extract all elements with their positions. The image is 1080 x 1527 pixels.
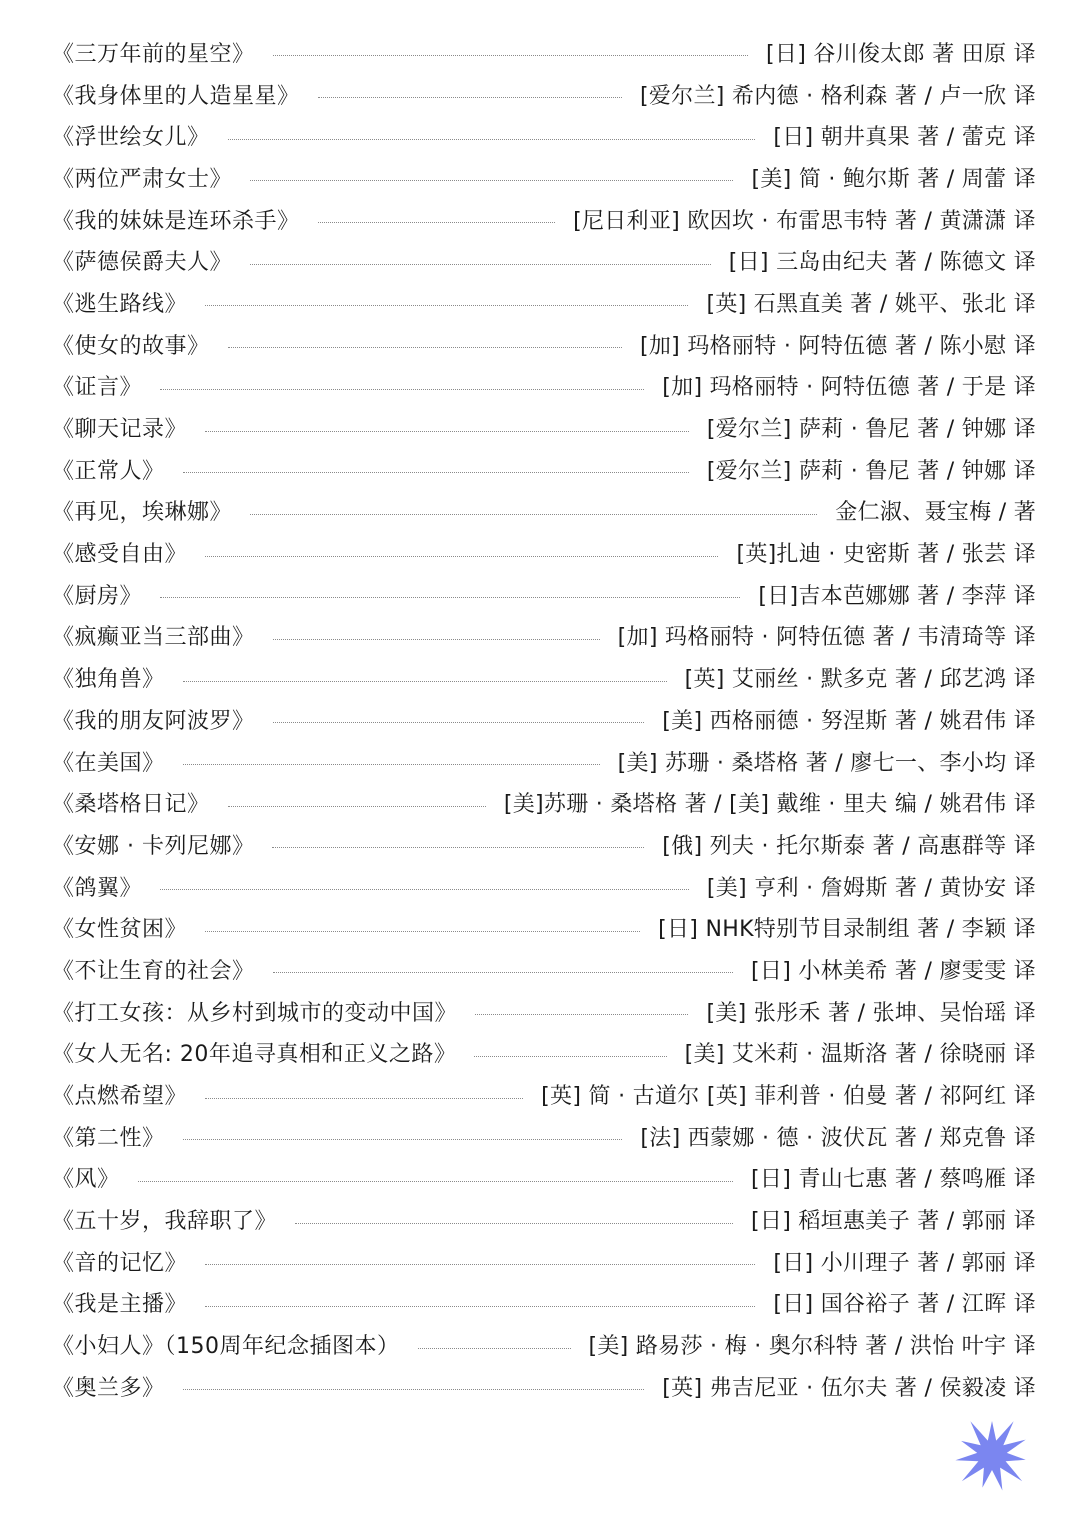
book-title: 《聊天记录》 [52, 417, 188, 443]
book-title: 《证言》 [52, 375, 143, 401]
dotted-leader [160, 889, 689, 890]
dotted-leader [273, 639, 600, 640]
book-title: 《厨房》 [52, 583, 143, 609]
book-entry [52, 1243, 1036, 1285]
dotted-leader [205, 1098, 523, 1099]
book-title: 《五十岁，我辞职了》 [52, 1209, 278, 1235]
book-title: 《打工女孩：从乡村到城市的变动中国》 [52, 1000, 458, 1026]
book-credit: [俄] 列夫 · 托尔斯泰 著 / 高惠群等 译 [662, 833, 1036, 859]
book-entry [52, 326, 1036, 368]
book-title: 《正常人》 [52, 458, 165, 484]
book-credit: [美] 西格丽德 · 努涅斯 著 / 姚君伟 译 [662, 708, 1036, 734]
book-entry [52, 201, 1036, 243]
book-entry [52, 993, 1036, 1035]
book-credit: [美]苏珊 · 桑塔格 著 / [美] 戴维 · 里夫 编 / 姚君伟 译 [503, 792, 1036, 818]
dotted-leader [228, 347, 622, 348]
book-credit: [日] 朝井真果 著 / 蕾克 译 [773, 125, 1036, 151]
book-entry [52, 159, 1036, 201]
dotted-leader [228, 139, 756, 140]
book-title: 《我的妹妹是连环杀手》 [52, 208, 300, 234]
book-title: 《浮世绘女儿》 [52, 125, 210, 151]
dotted-leader [250, 514, 817, 515]
dotted-leader [183, 764, 600, 765]
book-title: 《再见，埃琳娜》 [52, 500, 233, 526]
book-title: 《安娜 · 卡列尼娜》 [52, 833, 255, 859]
dotted-leader [138, 1181, 734, 1182]
book-credit: [加] 玛格丽特 · 阿特伍德 著 / 韦清琦等 译 [617, 625, 1036, 651]
book-entry [52, 117, 1036, 159]
book-entry [52, 76, 1036, 118]
book-credit: [日] 小川理子 著 / 郭丽 译 [773, 1250, 1036, 1276]
book-credit: [日] 三岛由纪夫 著 / 陈德文 译 [728, 250, 1036, 276]
book-title: 《感受自由》 [52, 542, 188, 568]
book-credit: [法] 西蒙娜 · 德 · 波伏瓦 著 / 郑克鲁 译 [640, 1125, 1036, 1151]
book-credit: [英] 石黑直美 著 / 姚平、张北 译 [706, 291, 1036, 317]
book-credit: [日] 小林美希 著 / 廖雯雯 译 [751, 958, 1036, 984]
book-title: 《在美国》 [52, 750, 165, 776]
book-credit: [美] 亨利 · 詹姆斯 著 / 黄协安 译 [706, 875, 1036, 901]
book-credit: [英] 简 · 古道尔 [英] 菲利普 · 伯曼 著 / 祁阿红 译 [541, 1084, 1036, 1110]
dotted-leader [160, 597, 740, 598]
book-title: 《鸽翼》 [52, 875, 143, 901]
book-entry [52, 1285, 1036, 1327]
book-title: 《女人无名: 20年追寻真相和正义之路》 [52, 1042, 457, 1068]
book-title: 《疯癫亚当三部曲》 [52, 625, 255, 651]
book-credit: [爱尔兰] 萨莉 · 鲁尼 著 / 钟娜 译 [706, 458, 1036, 484]
book-title: 《两位严肃女士》 [52, 166, 233, 192]
book-credit: [日] 国谷裕子 著 / 江晖 译 [773, 1292, 1036, 1318]
dotted-leader [475, 1014, 688, 1015]
book-credit: [爱尔兰] 希内德 · 格利森 著 / 卢一欣 译 [639, 83, 1036, 109]
book-title: 《不让生育的社会》 [52, 958, 255, 984]
dotted-leader [318, 97, 622, 98]
dotted-leader [273, 55, 749, 56]
dotted-leader [318, 222, 556, 223]
book-entry [52, 409, 1036, 451]
book-title: 《萨德侯爵夫人》 [52, 250, 233, 276]
book-entry [52, 451, 1036, 493]
book-entry [52, 368, 1036, 410]
book-credit: [日] 谷川俊太郎 著 田原 译 [766, 41, 1036, 67]
book-title: 《逃生路线》 [52, 291, 188, 317]
book-entry [52, 1201, 1036, 1243]
book-title: 《使女的故事》 [52, 333, 210, 359]
book-entry [52, 868, 1036, 910]
book-entry [52, 826, 1036, 868]
book-credit: 金仁淑、聂宝梅 / 著 [835, 500, 1036, 526]
book-credit: [英] 弗吉尼亚 · 伍尔夫 著 / 侯毅凌 译 [662, 1375, 1036, 1401]
book-entry [52, 1118, 1036, 1160]
dotted-leader [160, 389, 644, 390]
book-list [52, 34, 1036, 1410]
starburst-icon [950, 1413, 1034, 1497]
book-entry [52, 659, 1036, 701]
dotted-leader [183, 472, 689, 473]
book-credit: [日]吉本芭娜娜 著 / 李萍 译 [758, 583, 1036, 609]
book-credit: [日] NHK特别节目录制组 著 / 李颖 译 [658, 917, 1036, 943]
dotted-leader [205, 305, 688, 306]
dotted-leader [273, 972, 734, 973]
book-entry [52, 242, 1036, 284]
dotted-leader [418, 1348, 571, 1349]
dotted-leader [205, 931, 640, 932]
book-entry [52, 743, 1036, 785]
book-entry [52, 1326, 1036, 1368]
book-credit: [美] 艾米莉 · 温斯洛 著 / 徐晓丽 译 [684, 1042, 1036, 1068]
book-title: 《音的记忆》 [52, 1250, 188, 1276]
book-entry [52, 1076, 1036, 1118]
book-entry [52, 493, 1036, 535]
book-entry [52, 951, 1036, 993]
book-credit: [英]扎迪 · 史密斯 著 / 张芸 译 [736, 542, 1036, 568]
dotted-leader [205, 1264, 755, 1265]
dotted-leader [474, 1056, 666, 1057]
dotted-leader [273, 722, 645, 723]
book-credit: [加] 玛格丽特 · 阿特伍德 著 / 陈小慰 译 [639, 333, 1036, 359]
dotted-leader [183, 1139, 623, 1140]
book-title: 《我是主播》 [52, 1292, 188, 1318]
book-title: 《女性贫困》 [52, 917, 188, 943]
book-title: 《三万年前的星空》 [52, 41, 255, 67]
book-credit: [日] 稻垣惠美子 著 / 郭丽 译 [751, 1209, 1036, 1235]
dotted-leader [228, 806, 486, 807]
book-credit: [美] 简 · 鲍尔斯 著 / 周蕾 译 [751, 166, 1036, 192]
dotted-leader [183, 1389, 645, 1390]
book-credit: [爱尔兰] 萨莉 · 鲁尼 著 / 钟娜 译 [706, 417, 1036, 443]
dotted-leader [183, 681, 667, 682]
book-credit: [美] 张彤禾 著 / 张坤、吴怡瑶 译 [706, 1000, 1036, 1026]
book-entry [52, 576, 1036, 618]
dotted-leader [205, 556, 718, 557]
book-entry [52, 534, 1036, 576]
book-title: 《小妇人》（150周年纪念插图本） [52, 1334, 400, 1360]
book-credit: [美] 苏珊 · 桑塔格 著 / 廖七一、李小均 译 [617, 750, 1036, 776]
book-credit: [英] 艾丽丝 · 默多克 著 / 邱艺鸿 译 [684, 667, 1036, 693]
book-title: 《第二性》 [52, 1125, 165, 1151]
book-title: 《我的朋友阿波罗》 [52, 708, 255, 734]
book-entry [52, 909, 1036, 951]
dotted-leader [295, 1223, 733, 1224]
dotted-leader [205, 431, 689, 432]
book-title: 《奥兰多》 [52, 1375, 165, 1401]
book-entry [52, 701, 1036, 743]
book-entry [52, 1368, 1036, 1410]
book-credit: [日] 青山七惠 著 / 蔡鸣雁 译 [751, 1167, 1036, 1193]
book-entry [52, 284, 1036, 326]
book-title: 《点燃希望》 [52, 1084, 188, 1110]
book-entry [52, 34, 1036, 76]
dotted-leader [250, 264, 711, 265]
dotted-leader [272, 847, 644, 848]
book-title: 《我身体里的人造星星》 [52, 83, 300, 109]
book-entry [52, 784, 1036, 826]
book-title: 《桑塔格日记》 [52, 792, 210, 818]
book-credit: [尼日利亚] 欧因坎 · 布雷思韦特 著 / 黄潇潇 译 [573, 208, 1036, 234]
book-title: 《风》 [52, 1167, 120, 1193]
book-entry [52, 618, 1036, 660]
book-credit: [美] 路易莎 · 梅 · 奥尔科特 著 / 洪怡 叶宇 译 [588, 1334, 1036, 1360]
book-entry [52, 1035, 1036, 1077]
dotted-leader [250, 180, 733, 181]
book-title: 《独角兽》 [52, 667, 165, 693]
book-credit: [加] 玛格丽特 · 阿特伍德 著 / 于是 译 [662, 375, 1036, 401]
book-entry [52, 1160, 1036, 1202]
dotted-leader [205, 1306, 755, 1307]
